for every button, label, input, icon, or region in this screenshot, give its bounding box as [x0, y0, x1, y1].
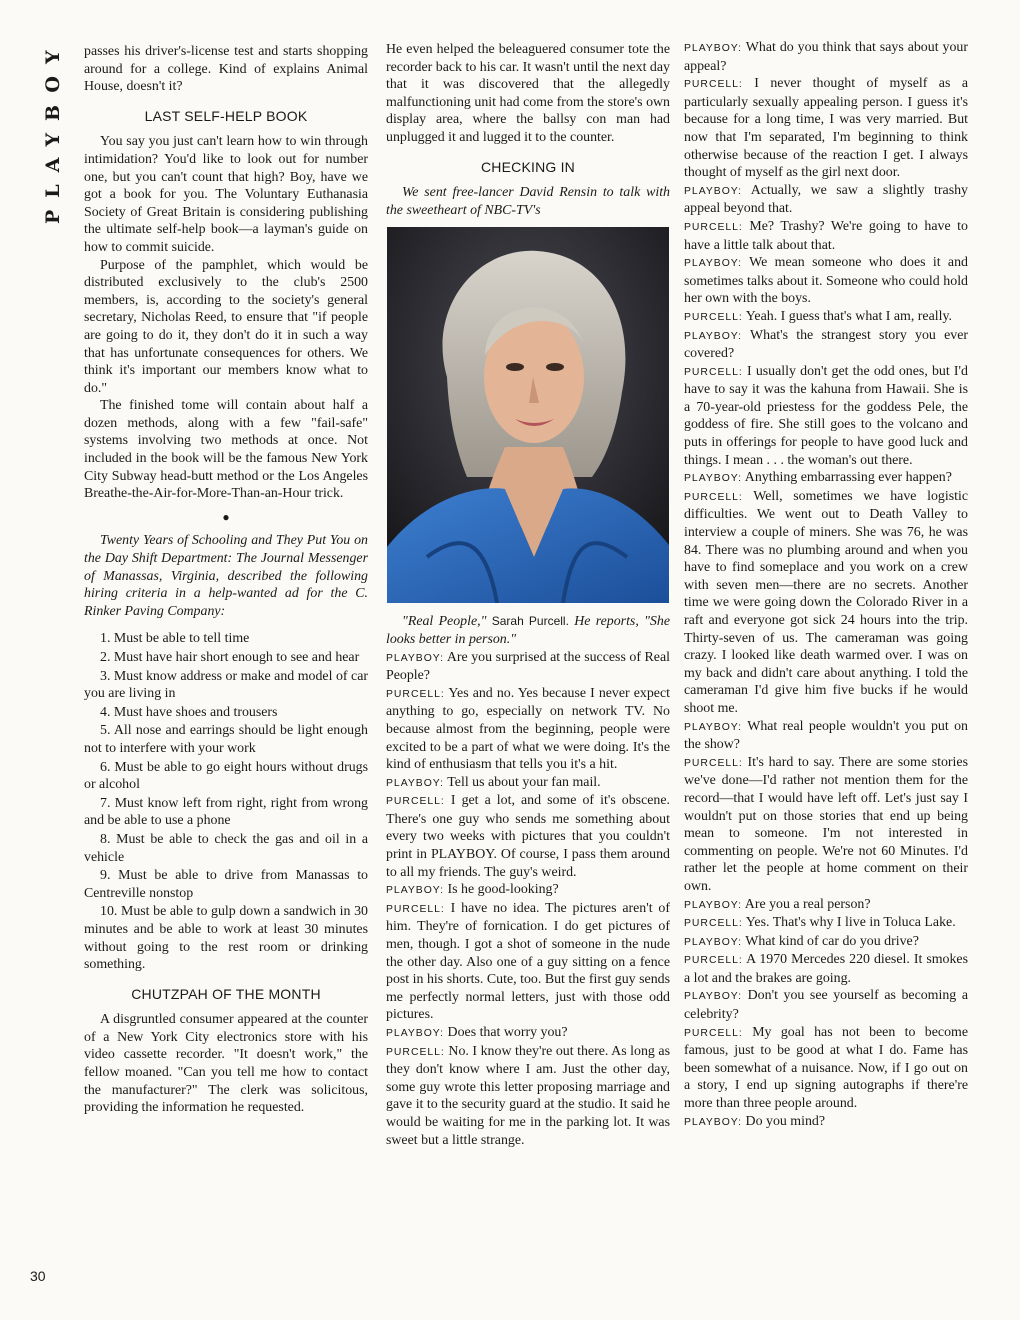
- interview-text: Are you a real person?: [744, 896, 871, 912]
- speaker-label: PURCELL:: [684, 955, 743, 967]
- speaker-label: PLAYBOY:: [684, 721, 743, 733]
- section-heading: LAST SELF-HELP BOOK: [144, 107, 308, 124]
- paragraph: He even helped the beleaguered consumer tote the recorder back to his car. It wasn't until the next day that it was discovered that the allegedly malfunctioning unit had come from the store's own display area, where the ballsy con man had unplugged it and lugged it to the counter.: [386, 42, 670, 145]
- interview-line: [684, 914, 968, 933]
- interview-text: Yes and no. Yes because I never expect anything to go, especially on network TV. No because almost from the beginning, people were excited to be a part of what we were doing. It's the kind of enthusiasm that tells you it's a hit.: [386, 685, 670, 773]
- interview-line: [684, 363, 968, 470]
- interview-text: Yes. That's why I live in Toluca Lake.: [745, 915, 956, 931]
- list-item: 4. Must have shoes and trousers: [100, 704, 278, 720]
- paragraph: Purpose of the pamphlet, which would be distributed exclusively to the club's 2500 members, is, according to the society's general secretary, Nicholas Reed, to ensure that "if people are going to do it, they don't do it in such a way that has unfortunate consequences for others. We think it's important our members know what to do.": [84, 257, 368, 396]
- paragraph: A disgruntled consumer appeared at the counter of a New York City electronics store with his video cassette recorder. "It doesn't work," the fellow moaned. "Can you tell me how to contact the manufacturer?" The clerk was solicitous, providing the information he requested.: [84, 1012, 368, 1116]
- interview-text: What's the strangest story you ever covered?: [684, 327, 969, 362]
- interview-text: I usually don't get the odd ones, but I'd have to say it was the kahuna from Hawaii. She is a 70-year-old priestess for the goddess Pele, the goddess of fire. She still goes to the volcano and puts in offerings for people to have good luck and things. I mean . . . the woman's out there.: [684, 363, 968, 468]
- interview-text: What kind of car do you drive?: [745, 933, 919, 949]
- interview-line: [386, 1024, 670, 1043]
- page-number: 30: [30, 1268, 46, 1284]
- interview-text: We mean someone who does it and sometimes talks about it. Someone who could hold her own with the boys.: [684, 255, 968, 307]
- speaker-label: PURCELL:: [386, 796, 445, 808]
- opening-paragraph: passes his driver's-license test and starts shopping around for a college. Kind of explains Animal House, doesn't it?: [84, 44, 368, 95]
- interview-line: [684, 987, 968, 1023]
- interview-text: Does that worry you?: [447, 1025, 568, 1040]
- interview-line: [684, 39, 968, 75]
- interview-line: [684, 218, 968, 254]
- caption-name: Sarah Purcell.: [491, 614, 569, 629]
- speaker-label: PURCELL:: [684, 757, 743, 769]
- interview-line: [386, 774, 670, 793]
- list-item: 7. Must know left from right, right from wrong and be able to use a phone: [84, 795, 368, 829]
- speaker-label: PURCELL:: [684, 79, 743, 91]
- interview-text: My goal has not been to become famous, just to be good at what I do. Fame has been somewhat of a nuisance. Now, if I go out on a story, I end up signing autographs if there're more than three people around.: [684, 1024, 968, 1112]
- column-3: [684, 39, 968, 1131]
- speaker-label: PURCELL:: [386, 903, 445, 915]
- interview-text: I have no idea. The pictures aren't of him. They're of fornication. I do get pictures of men, though. I got a shot of someone in the nude the other day. Also one of a guy sitting on a fence post in his shorts. Cute, too. But the first guy sends me perfectly normal letters, just with those odd pictures.: [386, 900, 670, 1023]
- interview-line: [684, 933, 968, 952]
- interview-text: Tell us about your fan mail.: [447, 774, 601, 790]
- interview-line: [386, 881, 670, 900]
- speaker-label: PLAYBOY:: [386, 652, 445, 664]
- section-bullet: ●: [222, 509, 230, 524]
- interview-text: No. I know they're out there. As long as they don't know where I am. Just the other day, some guy wrote this letter proposing marriage and gave it to the security guard at the studio. It said he would be waiting for me in the parking lot. It was sweet but a little strange.: [386, 1043, 670, 1148]
- interview-line: [386, 685, 670, 774]
- list-item: 9. Must be able to drive from Manassas to Centreville nonstop: [84, 868, 368, 901]
- interview-text: It's hard to say. There are some stories we've done—I'd rather not mention them for the record—that I would have left off. Let's just say I wouldn't put on those stories that end up being mean to someone. I'm not interested in commenting on people. We're not 60 Minutes. I'd rather let the people at home comment on their own.: [684, 754, 968, 894]
- interview-text: Is he good-looking?: [447, 882, 559, 898]
- interview-text: Well, sometimes we have logistic difficulties. We went out to Death Valley to interview a couple of miners. She was 76, he was 84. There was no plumbing around and when you have to find someplace and you work on a crew with seven men—there are no secrets. Another time we were going down the Colorado River in a raft and everyone got sick 24 hours into the trip. Thirty-seven of us. The cameraman was going crazy. I looked like death warmed over. I was on my back and didn't care about anything. I told the cameraman I'd give him five bucks if he would shoot me.: [684, 488, 968, 716]
- interview-line: [386, 649, 670, 685]
- caption-quote: He reports, "She looks better in person.": [386, 614, 670, 647]
- interview-line: [684, 327, 968, 363]
- speaker-label: PLAYBOY:: [386, 777, 445, 789]
- list-item: 8. Must be able to check the gas and oil in a vehicle: [84, 831, 368, 865]
- interview-line: [684, 1113, 968, 1132]
- interview-text: Me? Trashy? We're going to have to have a little talk about that.: [684, 218, 968, 253]
- interview-col3: [684, 39, 968, 1131]
- interview-text: What do you think that says about your appeal?: [684, 40, 968, 74]
- portrait-photo: [387, 227, 669, 603]
- interview-text: Do you mind?: [745, 1113, 826, 1129]
- list-item: 3. Must know address or make and model of car you are living in: [84, 668, 368, 702]
- column-1: [84, 43, 368, 1117]
- speaker-label: PLAYBOY:: [684, 43, 743, 54]
- speaker-label: PURCELL:: [684, 1027, 743, 1039]
- paragraph: The finished tome will contain about half a dozen methods, along with a few "fail-safe" systems involving two methods at once. Not included in the book will be the famous New York City Subway head-butt method or the Los Angeles Breathe-the-Air-for-More-Than-an-Hour trick.: [84, 398, 368, 502]
- list-item: 10. Must be able to gulp down a sandwich in 30 minutes and be able to work at least 30 minutes without going to the rest room or drinking something.: [84, 904, 368, 973]
- speaker-label: PLAYBOY:: [684, 991, 743, 1003]
- interview-text: Anything embarrassing ever happen?: [744, 470, 952, 486]
- interview-line: [684, 75, 968, 182]
- interview-line: [684, 718, 968, 754]
- interview-text: Don't you see yourself as becoming a celebrity?: [684, 988, 968, 1023]
- list-item: 1. Must be able to tell time: [100, 631, 250, 647]
- speaker-label: PLAYBOY:: [684, 899, 743, 911]
- interview-line: [386, 1043, 670, 1150]
- speaker-label: PURCELL:: [684, 366, 743, 378]
- interview-line: [386, 792, 670, 881]
- speaker-label: PLAYBOY:: [684, 473, 743, 485]
- photo-caption: [386, 613, 670, 648]
- speaker-label: PLAYBOY:: [684, 1116, 743, 1128]
- speaker-label: PURCELL:: [684, 918, 743, 930]
- interview-line: [684, 1024, 968, 1113]
- section-heading: CHECKING IN: [481, 158, 575, 175]
- interview-line: [386, 900, 670, 1024]
- caption-show: "Real People,": [402, 614, 487, 630]
- speaker-label: PURCELL:: [386, 1046, 445, 1058]
- column-2: [386, 41, 670, 1149]
- section-heading: CHUTZPAH OF THE MONTH: [131, 985, 321, 1002]
- list-item: 2. Must have hair short enough to see and hear: [100, 650, 360, 665]
- interview-line: [684, 182, 968, 218]
- interview-text: What real people wouldn't you put on the show?: [684, 718, 968, 753]
- speaker-label: PLAYBOY:: [386, 885, 445, 897]
- interview-text: I never thought of myself as a particularly sexually appealing person. I guess it's because for a long time, I was very married. But now that I'm separated, I'm beginning to think otherwise because of the reaction I get. I always thought of myself as the girl next door.: [684, 76, 968, 181]
- speaker-label: PURCELL:: [684, 311, 743, 323]
- speaker-label: PLAYBOY:: [684, 330, 743, 342]
- interview-text: A 1970 Mercedes 220 diesel. It smokes a lot and the brakes are going.: [684, 952, 968, 986]
- speaker-label: PURCELL:: [386, 688, 445, 700]
- interview-line: [684, 469, 968, 488]
- speaker-label: PLAYBOY:: [684, 258, 743, 270]
- interview-text: Actually, we saw a slightly trashy appeal beyond that.: [684, 182, 968, 217]
- interview-text: Are you surprised at the success of Real People?: [386, 649, 670, 684]
- paragraph: Twenty Years of Schooling and They Put You on the Day Shift Department: The Journal Messenger of Manassas, Virginia, described the following hiring criteria in a help-wanted ad for the C. Rinker Paving Company:: [84, 533, 368, 619]
- interview-col2: [386, 649, 670, 1150]
- interview-line: [684, 308, 968, 327]
- interview-line: [684, 754, 968, 896]
- interview-line: [684, 254, 968, 308]
- interview-line: [684, 951, 968, 987]
- hiring-criteria-list: [84, 630, 368, 973]
- interview-text: I get a lot, and some of it's obscene. There's one guy who sends me something about every two weeks with pictures that you couldn't print in PLAYBOY. Of course, I pass them around to all my friends. The guy's weird.: [386, 793, 670, 880]
- speaker-label: PURCELL:: [684, 491, 743, 503]
- speaker-label: PLAYBOY:: [684, 185, 743, 197]
- speaker-label: PLAYBOY:: [684, 936, 743, 948]
- masthead-vertical: PLAYBOY: [42, 38, 64, 224]
- interview-text: Yeah. I guess that's what I am, really.: [745, 308, 952, 324]
- portrait-illustration: [387, 227, 669, 603]
- speaker-label: PLAYBOY:: [386, 1028, 445, 1039]
- interview-line: [684, 896, 968, 915]
- paragraph: You say you just can't learn how to win through intimidation? You'd like to look out for number one, but you can't count that high? Boy, have we got a book for you. The Voluntary Euthanasia Society of Great Britain is considering publishing the ultimate self-help book—a layman's guide on how to commit suicide.: [84, 134, 368, 255]
- speaker-label: PURCELL:: [684, 221, 743, 233]
- list-item: 6. Must be able to go eight hours without drugs or alcohol: [84, 759, 368, 793]
- interview-intro: We sent free-lancer David Rensin to talk with the sweetheart of NBC-TV's: [386, 185, 670, 218]
- list-item: 5. All nose and earrings should be light enough not to interfere with your work: [84, 723, 368, 756]
- interview-line: [684, 488, 968, 718]
